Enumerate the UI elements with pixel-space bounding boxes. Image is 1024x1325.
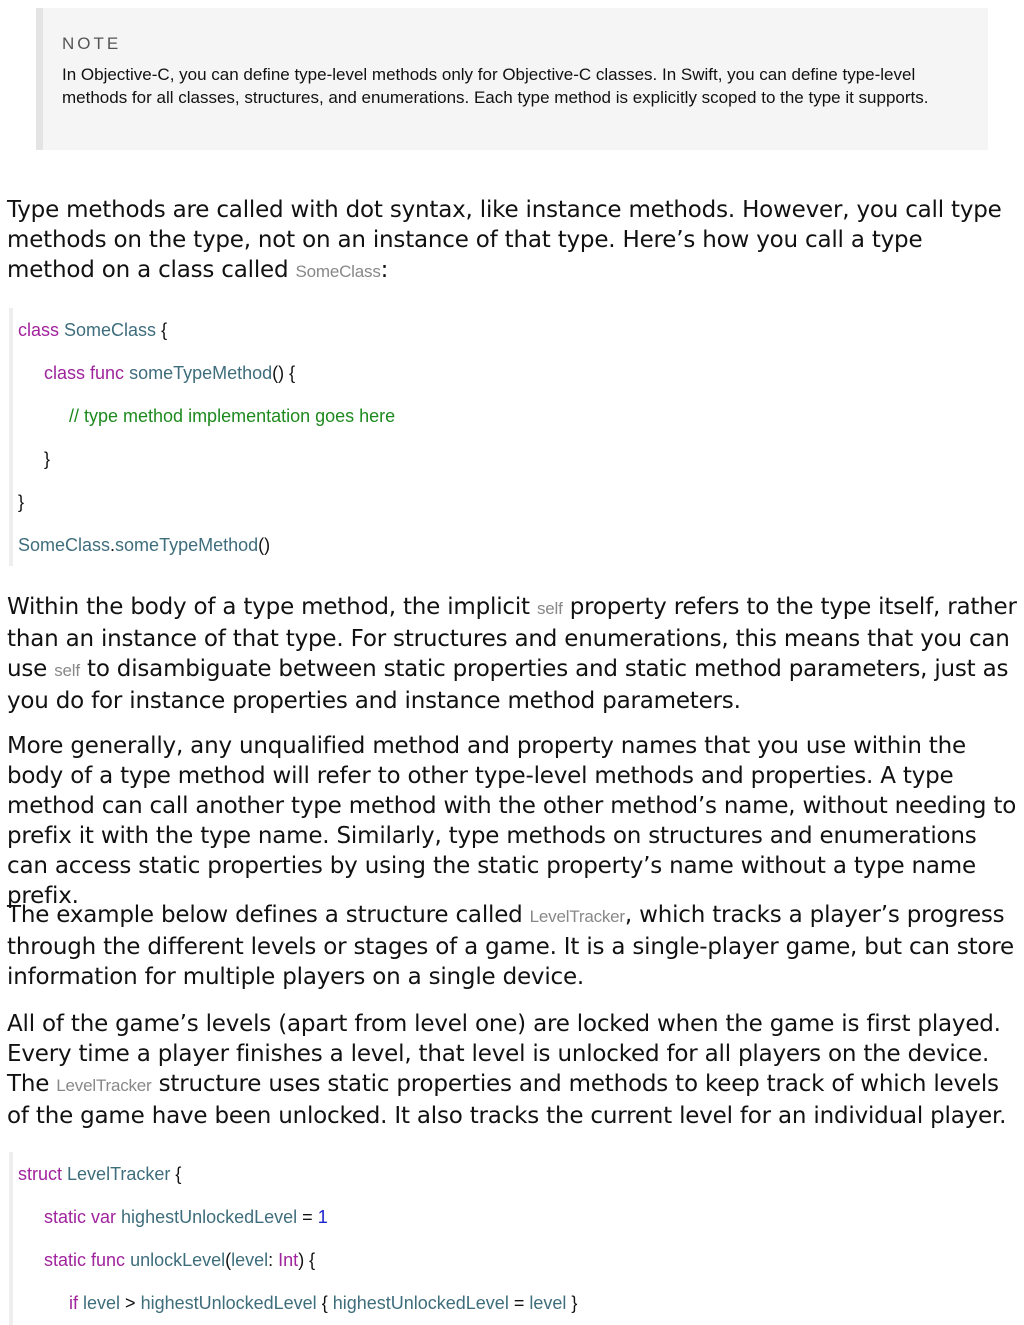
code-line xyxy=(44,363,295,384)
code-line xyxy=(69,1293,577,1314)
param-name: level xyxy=(231,1250,269,1270)
code-punct: ( xyxy=(225,1250,232,1270)
type-name: Int xyxy=(278,1250,299,1270)
code-comment: // type method implementation goes here xyxy=(69,406,396,426)
code-block-leveltracker xyxy=(9,1152,649,1325)
code-punct: : xyxy=(268,1250,279,1270)
variable: level xyxy=(83,1293,121,1313)
keyword: static func xyxy=(44,1250,126,1270)
method-name: someTypeMethod xyxy=(115,535,259,555)
method-name: unlockLevel xyxy=(130,1250,226,1270)
code-line xyxy=(69,406,395,427)
paragraph-unqualified-names: More generally, any unqualified method and property names that you use within the body of a type method will refer to other type-level methods and properties. A type method can call another type method with the other method’s name, without needing to prefix it with the type name. Similarly, type methods on structures and enumerations can access static properties by using the static property’s name without a type name prefix. xyxy=(7,733,1017,909)
code-punct: ) { xyxy=(298,1250,316,1270)
keyword: class func xyxy=(44,363,125,383)
code-punct: () xyxy=(258,535,271,555)
code-line xyxy=(44,1250,315,1271)
paragraph-type-methods-intro xyxy=(7,195,1017,287)
p4-text: The example below defines a structure called xyxy=(7,902,530,928)
property-name: highestUnlockedLevel xyxy=(121,1207,298,1227)
p5-text: All of the game’s levels (apart from level one) are locked when the game is first played. Every time a player finishes a level, that level is unlocked for all players on the device. The xyxy=(7,1011,1001,1097)
inline-code-self: self xyxy=(536,599,563,618)
code-line xyxy=(18,320,167,341)
keyword: if xyxy=(69,1293,78,1313)
inline-code-leveltracker: LevelTracker xyxy=(529,907,625,926)
p2-text: Within the body of a type method, the implicit xyxy=(7,594,537,620)
p5-text: structure uses static properties and methods to keep track of which levels of the game have been unlocked. It also tracks the current level for an individual player. xyxy=(7,1071,1007,1129)
type-name: LevelTracker xyxy=(67,1164,171,1184)
code-punct: { xyxy=(316,1293,333,1313)
code-punct: { xyxy=(170,1164,182,1184)
paragraph-implicit-self xyxy=(7,592,1017,716)
code-punct: () { xyxy=(272,363,296,383)
code-punct: } xyxy=(18,492,25,512)
code-line xyxy=(18,492,24,513)
code-line xyxy=(44,449,50,470)
method-name: someTypeMethod xyxy=(129,363,273,383)
code-punct: . xyxy=(110,535,116,555)
type-name: SomeClass xyxy=(18,535,111,555)
keyword: struct xyxy=(18,1164,63,1184)
code-block-someclass xyxy=(9,308,509,566)
variable: highestUnlockedLevel xyxy=(332,1293,509,1313)
note-label: NOTE xyxy=(62,34,122,53)
p1-text: Type methods are called with dot syntax, like instance methods. However, you call type methods on the type, not on an instance of that type. Here’s how you call a type method on a class called xyxy=(7,197,1002,283)
code-punct: > xyxy=(120,1293,141,1313)
code-punct: = xyxy=(297,1207,318,1227)
code-punct: = xyxy=(508,1293,530,1313)
variable: level xyxy=(529,1293,567,1313)
p1-colon: : xyxy=(380,257,389,283)
paragraph-levels-locked xyxy=(7,1009,1017,1131)
inline-code-someclass: SomeClass xyxy=(295,262,381,281)
keyword: static var xyxy=(44,1207,117,1227)
number-literal: 1 xyxy=(317,1207,328,1227)
variable: highestUnlockedLevel xyxy=(140,1293,317,1313)
code-punct: { xyxy=(156,320,168,340)
inline-code-leveltracker: LevelTracker xyxy=(56,1076,152,1095)
code-line xyxy=(18,1164,181,1185)
paragraph-leveltracker-example xyxy=(7,900,1017,992)
p4-text: , which tracks a player’s progress through the different levels or stages of a game. It is a single-player game, but can store information for multiple players on a single device. xyxy=(7,902,1014,990)
type-name: SomeClass xyxy=(64,320,157,340)
code-punct: } xyxy=(566,1293,578,1313)
code-punct: } xyxy=(44,449,51,469)
inline-code-self: self xyxy=(54,661,80,680)
code-line xyxy=(44,1207,328,1228)
note-text: In Objective-C, you can define type-level methods only for Objective-C classes. In Swift, you can define type-level methods for all classes, structures, and enumerations. Each type method is explicitly scoped to the type it supports. xyxy=(62,65,929,107)
p2-text: property refers to the type itself, rather than an instance of that type. For structures and enumerations, this means that you can use xyxy=(7,594,1017,682)
note-box xyxy=(36,8,988,150)
keyword: class xyxy=(18,320,60,340)
p2-text: to disambiguate between static properties and static method parameters, just as you do for instance properties and instance method parameters. xyxy=(7,656,1009,714)
code-line xyxy=(18,535,270,556)
